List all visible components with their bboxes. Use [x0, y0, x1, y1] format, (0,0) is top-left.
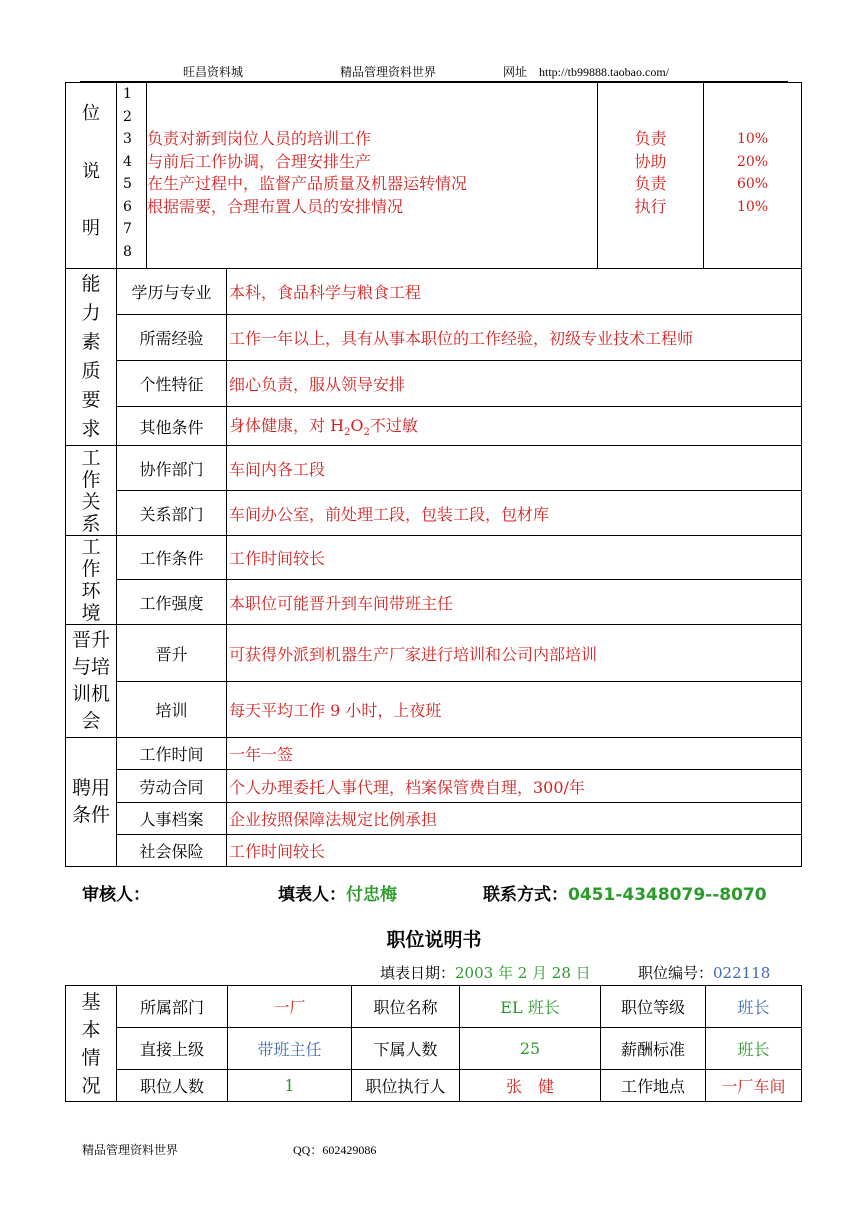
duty-number: 1	[123, 86, 132, 102]
basic-section-char: 本	[81, 1018, 101, 1041]
relations-section-label	[66, 446, 117, 536]
duties-section-char: 明	[82, 218, 100, 240]
promotion-label: 晋升	[117, 625, 227, 682]
duty-text: 根据需要，合理布置人员的安排情况	[147, 196, 404, 216]
fill-date-value: 2003 年 2 月 28 日	[455, 964, 591, 982]
hiring-section-text: 聘用条件	[71, 777, 110, 826]
duty-text: 在生产过程中，监督产品质量及机器运转情况	[147, 174, 468, 193]
environment-section-text: 工作环境	[81, 536, 101, 624]
environment-section-label	[66, 536, 117, 625]
duty-role: 执行	[634, 196, 667, 216]
ability-label: 所需经验	[117, 315, 227, 361]
duty-pct: 20%	[736, 153, 769, 170]
basic-key: 职位等级	[601, 986, 706, 1028]
promotion-value: 每天平均工作 9 小时，上夜班	[227, 682, 802, 738]
hiring-value: 个人办理委托人事代理，档案保管费自理，300/年	[227, 770, 802, 803]
relations-label: 协作部门	[117, 446, 227, 491]
requirements-table	[65, 268, 802, 867]
hiring-value: 一年一签	[227, 738, 802, 770]
basic-section-char: 基	[81, 990, 101, 1013]
duty-number: 5	[123, 176, 132, 192]
basic-value: 张 健	[460, 1070, 601, 1102]
hiring-section-label	[66, 738, 117, 867]
basic-value: 一厂车间	[706, 1070, 802, 1102]
basic-key: 工作地点	[601, 1070, 706, 1102]
footer-qq	[293, 1141, 376, 1158]
environment-label: 工作强度	[117, 580, 227, 625]
basic-key: 直接上级	[117, 1028, 228, 1070]
formula-suffix: 不过敏	[369, 416, 418, 436]
position-code	[638, 962, 770, 983]
promotion-label: 培训	[117, 682, 227, 738]
relations-value: 车间内各工段	[227, 446, 802, 491]
duty-number: 2	[123, 108, 132, 125]
duty-text: 负责对新到岗位人员的培训工作	[147, 129, 372, 148]
footer-qq-label: QQ：	[293, 1143, 323, 1157]
duty-number: 4	[123, 153, 132, 170]
relations-value: 车间办公室，前处理工段，包装工段，包材库	[227, 491, 802, 536]
ability-section-text: 能力素质要求	[81, 273, 101, 440]
basic-key: 职位名称	[352, 986, 460, 1028]
page-title: 职位说明书	[386, 929, 482, 951]
basic-value: 班长	[706, 986, 802, 1028]
duties-text-col	[147, 83, 598, 269]
promotion-section-label	[66, 625, 117, 738]
duty-pct: 60%	[736, 176, 769, 192]
fill-date-label: 填表日期：	[380, 964, 456, 982]
footer-left: 精品管理资料世界	[82, 1143, 179, 1157]
footer-qq-value: 602429086	[322, 1143, 377, 1157]
basic-key: 职位人数	[117, 1070, 228, 1102]
hiring-value: 工作时间较长	[227, 835, 802, 867]
contact	[483, 880, 767, 905]
ability-value-formula	[227, 407, 802, 446]
duty-text: 与前后工作协调，合理安排生产	[147, 151, 372, 171]
duty-role: 负责	[634, 174, 667, 193]
basic-key: 薪酬标准	[601, 1028, 706, 1070]
formula-mid: O	[350, 416, 364, 436]
basic-value: 带班主任	[228, 1028, 352, 1070]
ability-section-label	[66, 269, 117, 446]
promotion-section-text: 晋升与培训机会	[71, 629, 110, 732]
basic-key: 职位执行人	[352, 1070, 460, 1102]
hiring-label: 社会保险	[117, 835, 227, 867]
header-left: 旺昌资料城	[183, 65, 244, 79]
basic-key: 所属部门	[117, 986, 228, 1028]
header-site-label: 网址	[503, 65, 528, 79]
duty-number: 6	[123, 198, 132, 215]
header-middle: 精品管理资料世界	[340, 65, 437, 79]
basic-value: 1	[228, 1070, 352, 1102]
position-code-label: 职位编号：	[638, 964, 714, 982]
relations-section-text: 工作关系	[81, 446, 101, 535]
hiring-label: 工作时间	[117, 738, 227, 770]
duty-number: 7	[123, 221, 132, 237]
duty-number: 8	[123, 243, 132, 260]
hiring-label: 人事档案	[117, 803, 227, 835]
basic-section-label	[66, 986, 117, 1102]
formula-prefix: 身体健康，对 H	[229, 416, 345, 436]
ability-value: 细心负责，服从领导安排	[227, 361, 802, 407]
relations-label: 关系部门	[117, 491, 227, 536]
filler-label: 填表人：	[278, 885, 346, 905]
environment-label: 工作条件	[117, 536, 227, 580]
reviewer-label: 审核人：	[82, 885, 150, 905]
basic-value: EL 班长	[460, 986, 601, 1028]
header-site-url[interactable]: http://tb99888.taobao.com/	[539, 65, 669, 79]
formula-sub: 2	[363, 427, 370, 439]
ability-value: 本科，食品科学与粮食工程	[227, 269, 802, 315]
duty-pct: 10%	[736, 198, 769, 215]
basic-info-table	[65, 985, 802, 1102]
ability-label: 个性特征	[117, 361, 227, 407]
duties-numbers	[117, 83, 147, 269]
duty-number: 3	[123, 131, 132, 147]
duties-section-char: 位	[82, 103, 100, 125]
basic-section-char: 情	[81, 1046, 101, 1069]
contact-label: 联系方式：	[483, 885, 568, 905]
duty-role: 负责	[634, 129, 667, 148]
basic-key: 下属人数	[352, 1028, 460, 1070]
fill-date	[380, 962, 591, 983]
duties-table	[65, 82, 802, 269]
hiring-label: 劳动合同	[117, 770, 227, 803]
basic-value: 一厂	[228, 986, 352, 1028]
formula-sub: 2	[344, 427, 351, 439]
duties-role-col	[598, 83, 704, 269]
basic-value: 25	[460, 1028, 601, 1070]
filler	[278, 880, 397, 905]
promotion-value: 可获得外派到机器生产厂家进行培训和公司内部培训	[227, 625, 802, 682]
header-site	[503, 63, 669, 80]
contact-value: 0451-4348079--8070	[568, 885, 767, 905]
ability-value: 工作一年以上，具有从事本职位的工作经验，初级专业技术工程师	[227, 315, 802, 361]
position-code-value: 022118	[713, 964, 771, 982]
basic-value: 班长	[706, 1028, 802, 1070]
filler-name: 付忠梅	[346, 885, 397, 905]
ability-label: 学历与专业	[117, 269, 227, 315]
basic-section-char: 况	[81, 1074, 101, 1097]
hiring-value: 企业按照保障法规定比例承担	[227, 803, 802, 835]
ability-label: 其他条件	[117, 407, 227, 446]
duty-role: 协助	[634, 151, 667, 171]
environment-value: 本职位可能晋升到车间带班主任	[227, 580, 802, 625]
duty-pct: 10%	[736, 131, 769, 147]
duties-section-char: 说	[82, 160, 100, 182]
environment-value: 工作时间较长	[227, 536, 802, 580]
duties-pct-col	[704, 83, 802, 269]
duties-section-label	[66, 83, 117, 269]
